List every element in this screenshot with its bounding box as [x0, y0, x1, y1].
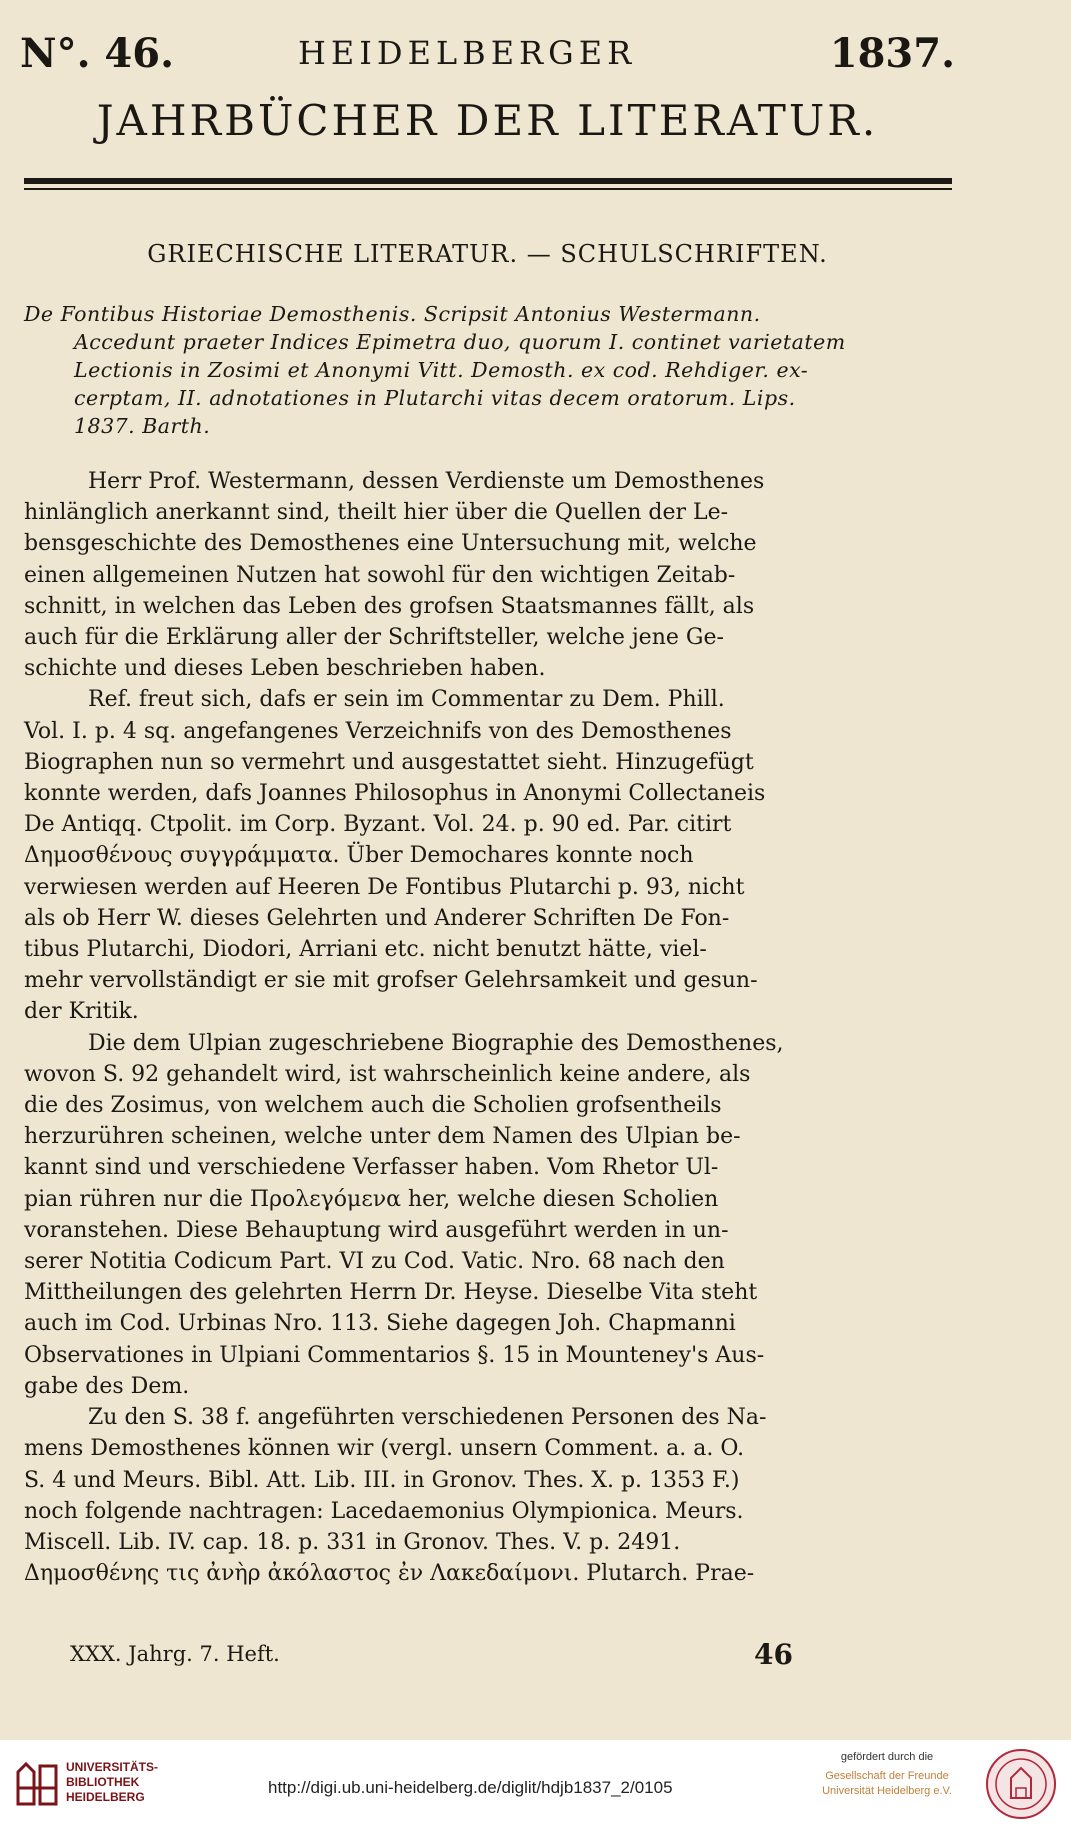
publication-name: HEIDELBERGER	[298, 34, 637, 72]
citation-line: Accedunt praeter Indices Epimetra duo, quorum I. continet varietatem	[74, 330, 846, 354]
journal-title: JAHRBÜCHER DER LITERATUR.	[96, 96, 879, 145]
text-line: als ob Herr W. dieses Gelehrten und Anderer Schriften De Fon-	[24, 905, 730, 931]
text-line: mens Demosthenes können wir (vergl. unsern Comment. a. a. O.	[24, 1436, 745, 1462]
sponsor-name: Gesellschaft der Freunde	[825, 1770, 949, 1782]
permalink-url[interactable]: http://digi.ub.uni-heidelberg.de/diglit/hdjb1837_2/0105	[268, 1778, 673, 1797]
text-line: schichte und dieses Leben beschrieben haben.	[24, 656, 546, 682]
text-line: tibus Plutarchi, Diodori, Arriani etc. nicht benutzt hätte, viel-	[24, 937, 707, 963]
text-line: Zu den S. 38 f. angeführten verschiedenen Personen des Na-	[88, 1405, 767, 1431]
digitization-banner	[0, 1740, 1071, 1828]
header-rule-thin	[24, 188, 952, 190]
text-line: De Antiqq. Ctpolit. im Corp. Byzant. Vol. 24. p. 90 ed. Par. citirt	[24, 812, 732, 838]
text-line: Δημοσθένης τις ἀνὴρ ἀκόλαστος ἐν Λακεδαίμονι. Plutarch. Prae-	[24, 1561, 755, 1587]
text-line: Ref. freut sich, dafs er sein im Commentar zu Dem. Phill.	[88, 687, 725, 713]
text-line: Vol. I. p. 4 sq. angefangenes Verzeichnifs von des Demosthenes	[24, 718, 732, 744]
text-line: Miscell. Lib. IV. cap. 18. p. 331 in Gronov. Thes. V. p. 2491.	[24, 1529, 681, 1555]
text-line: noch folgende nachtragen: Lacedaemonius Olympionica. Meurs.	[24, 1498, 744, 1524]
text-line: Δημοσθένους συγγράμματα. Über Demochares konnte noch	[24, 843, 694, 869]
article-body	[24, 466, 959, 1589]
text-line: auch im Cod. Urbinas Nro. 113. Siehe dagegen Joh. Chapmanni	[24, 1311, 736, 1337]
text-line: hinlänglich anerkannt sind, theilt hier über die Quellen der Le-	[24, 500, 729, 526]
text-line: Observationes in Ulpiani Commentarios §. 15 in Mounteney's Aus-	[24, 1342, 765, 1368]
book-citation	[24, 300, 959, 440]
header-rule-thick	[24, 178, 952, 184]
text-line: Biographen nun so vermehrt und ausgestattet sieht. Hinzugefügt	[24, 749, 754, 775]
text-line: einen allgemeinen Nutzen hat sowohl für den wichtigen Zeitab-	[24, 562, 736, 588]
library-logo-icon	[12, 1760, 62, 1810]
university-seal-icon	[985, 1748, 1057, 1820]
issue-year: 1837.	[829, 30, 955, 77]
text-line: pian rühren nur die Προλεγόμενα her, welche diesen Scholien	[24, 1186, 719, 1212]
text-line: voranstehen. Diese Behauptung wird ausgeführt werden in un-	[24, 1217, 729, 1243]
text-line: mehr vervollständigt er sie mit grofser Gelehrsamkeit und gesun-	[24, 968, 758, 994]
sponsor-intro: gefördert durch die	[840, 1751, 934, 1763]
issue-number: N°. 46.	[20, 30, 175, 77]
text-line: der Kritik.	[24, 999, 139, 1025]
citation-line: 1837. Barth.	[74, 414, 211, 438]
text-line: konnte werden, dafs Joannes Philosophus in Anonymi Collectaneis	[24, 781, 766, 807]
text-line: gabe des Dem.	[24, 1373, 190, 1399]
citation-line: De Fontibus Historiae Demosthenis. Scripsit Antonius Westermann.	[24, 302, 761, 326]
text-line: Die dem Ulpian zugeschriebene Biographie des Demosthenes,	[88, 1030, 784, 1056]
text-line: herzurühren scheinen, welche unter dem Namen des Ulpian be-	[24, 1124, 741, 1150]
running-header	[20, 30, 955, 80]
sponsor-credit	[812, 1750, 962, 1799]
signature-mark: XXX. Jahrg. 7. Heft.	[70, 1642, 280, 1666]
text-line: Mittheilungen des gelehrten Herrn Dr. Heyse. Dieselbe Vita steht	[24, 1280, 758, 1306]
citation-line: cerptam, II. adnotationes in Plutarchi vitas decem oratorum. Lips.	[74, 386, 796, 410]
library-name-line: UNIVERSITÄTS-	[66, 1760, 159, 1774]
library-name[interactable]	[66, 1760, 158, 1805]
text-line: wovon S. 92 gehandelt wird, ist wahrscheinlich keine andere, als	[24, 1061, 751, 1087]
text-line: schnitt, in welchen das Leben des grofsen Staatsmannes fällt, als	[24, 593, 755, 619]
text-line: verwiesen werden auf Heeren De Fontibus Plutarchi p. 93, nicht	[24, 874, 745, 900]
citation-line: Lectionis in Zosimi et Anonymi Vitt. Demosth. ex cod. Rehdiger. ex-	[74, 358, 809, 382]
text-line: S. 4 und Meurs. Bibl. Att. Lib. III. in Gronov. Thes. X. p. 1353 F.)	[24, 1467, 740, 1493]
text-line: kannt sind und verschiedene Verfasser haben. Vom Rhetor Ul-	[24, 1155, 719, 1181]
text-line: serer Notitia Codicum Part. VI zu Cod. Vatic. Nro. 68 nach den	[24, 1249, 725, 1275]
sheet-number: 46	[754, 1638, 793, 1671]
text-line: die des Zosimus, von welchem auch die Scholien grofsentheils	[24, 1093, 722, 1119]
library-name-line: HEIDELBERG	[66, 1790, 145, 1804]
library-name-line: BIBLIOTHEK	[66, 1775, 140, 1789]
section-heading: GRIECHISCHE LITERATUR. — SCHULSCHRIFTEN.	[147, 240, 828, 268]
sponsor-name: Universität Heidelberg e.V.	[822, 1785, 952, 1797]
text-line: Herr Prof. Westermann, dessen Verdienste um Demosthenes	[88, 469, 765, 494]
text-line: auch für die Erklärung aller der Schriftsteller, welche jene Ge-	[24, 625, 724, 651]
text-line: bensgeschichte des Demosthenes eine Untersuchung mit, welche	[24, 531, 757, 557]
